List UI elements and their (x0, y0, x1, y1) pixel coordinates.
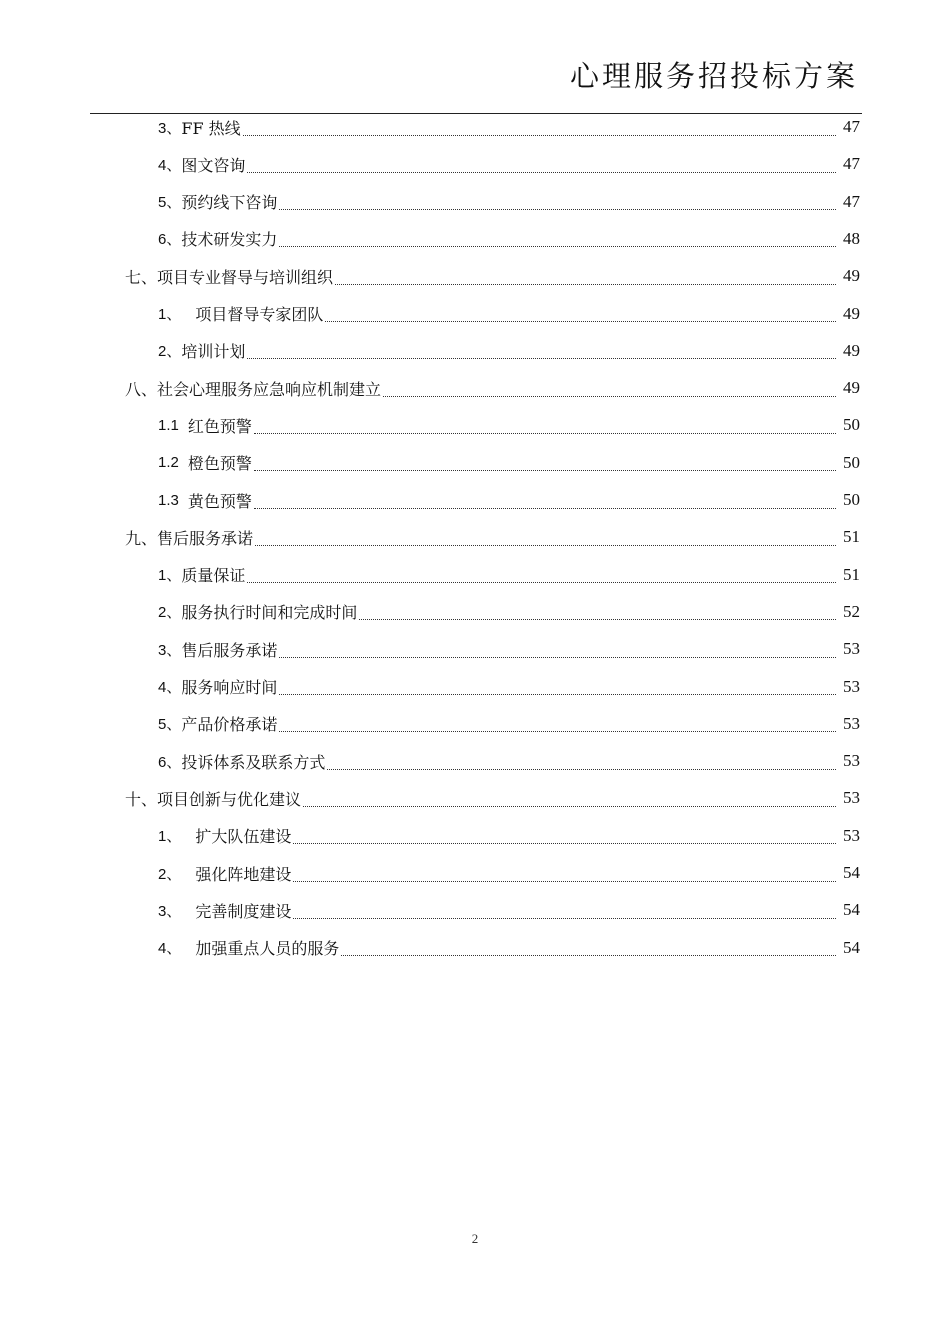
toc-entry-number: 4、 (158, 940, 182, 958)
toc-entry-page: 47 (843, 191, 860, 211)
toc-entry-heading (158, 750, 325, 773)
toc-entry[interactable] (0, 746, 950, 776)
toc-entry[interactable] (0, 448, 950, 478)
toc-leader-dots (293, 865, 836, 882)
toc-entry-heading (158, 227, 277, 250)
toc-entry-title: 投诉体系及联系方式 (181, 752, 326, 772)
toc-leader-dots (383, 380, 836, 397)
toc-entry[interactable] (0, 895, 950, 925)
toc-entry-page: 53 (843, 713, 860, 733)
toc-entry[interactable] (0, 373, 950, 403)
toc-entry-heading (158, 489, 252, 512)
toc-entry-heading (158, 862, 291, 885)
toc-entry-number: 十、 (125, 789, 158, 809)
toc-entry[interactable] (0, 410, 950, 440)
toc-entry-title: 强化阵地建设 (195, 864, 292, 884)
toc-entry-page: 53 (843, 751, 860, 771)
toc-entry-page: 54 (843, 863, 860, 882)
toc-entry-page: 53 (843, 676, 860, 696)
toc-entry-number: 5、 (158, 194, 182, 212)
toc-leader-dots (247, 566, 836, 583)
toc-entry-page: 53 (843, 639, 860, 659)
toc-leader-dots (254, 492, 836, 509)
toc-entry-heading (158, 936, 339, 959)
toc-entry-heading (158, 190, 277, 213)
toc-entry-title: 完善制度建设 (195, 901, 292, 921)
toc-entry-title: 预约线下咨询 (181, 193, 278, 213)
toc-entry-number: 九、 (125, 528, 158, 548)
toc-leader-dots (359, 603, 836, 620)
toc-entry-title: 服务响应时间 (181, 678, 278, 697)
toc-entry-number: 1.1 (158, 416, 179, 434)
toc-entry-heading (158, 600, 357, 623)
toc-entry-page: 49 (843, 303, 860, 323)
toc-entry-number: 八、 (125, 379, 158, 399)
toc-leader-dots (335, 268, 836, 285)
toc-entry-title: 售后服务承诺 (157, 528, 254, 548)
toc-entry[interactable] (0, 560, 950, 590)
toc-entry-heading (158, 153, 245, 176)
toc-entry-title: 红色预警 (187, 416, 252, 436)
toc-entry[interactable] (0, 709, 950, 739)
toc-entry-title: 质量保证 (181, 566, 246, 586)
toc-entry-title: FF 热线 (181, 118, 241, 138)
toc-entry-page: 47 (843, 154, 860, 174)
toc-entry[interactable] (0, 783, 950, 813)
toc-entry-page: 50 (843, 490, 860, 509)
toc-entry-heading (158, 563, 245, 586)
toc-entry-page: 53 (843, 825, 860, 845)
toc-entry-page: 49 (843, 378, 860, 398)
toc-entry-number: 6、 (158, 753, 182, 771)
toc-entry-heading (125, 787, 301, 810)
toc-entry-number: 4、 (158, 156, 182, 174)
toc-entry-number: 3、 (158, 902, 182, 920)
toc-entry-number: 2、 (158, 604, 182, 622)
toc-leader-dots (254, 454, 836, 471)
toc-entry[interactable] (0, 933, 950, 963)
toc-entry-page: 54 (843, 937, 860, 957)
toc-leader-dots (325, 305, 836, 322)
toc-entry-title: 社会心理服务应急响应机制建立 (157, 379, 382, 399)
toc-leader-dots (293, 902, 836, 919)
toc-entry[interactable] (0, 112, 950, 142)
toc-entry-page: 50 (843, 452, 860, 472)
toc-entry-number: 七、 (125, 267, 158, 287)
toc-entry-title: 加强重点人员的服务 (195, 939, 340, 959)
toc-entry-heading (158, 414, 252, 437)
toc-entry-heading (158, 302, 323, 325)
toc-entry[interactable] (0, 634, 950, 664)
toc-leader-dots (293, 827, 836, 844)
toc-entry-page: 51 (843, 527, 860, 547)
toc-entry-heading (125, 377, 381, 400)
toc-entry-heading (158, 638, 277, 661)
toc-entry-page: 50 (843, 415, 860, 435)
toc-entry-number: 5、 (158, 716, 182, 734)
toc-entry-title: 橙色预警 (187, 454, 252, 474)
toc-entry-title: 售后服务承诺 (181, 640, 278, 660)
toc-leader-dots (279, 715, 836, 732)
toc-entry-number: 2、 (158, 343, 182, 361)
toc-entry-page: 49 (843, 340, 860, 360)
toc-entry-page: 52 (843, 601, 860, 621)
toc-entry-heading (125, 526, 253, 549)
toc-entry-title: 黄色预警 (187, 491, 252, 511)
page-header-title: 心理服务招投标方案 (569, 59, 858, 93)
toc-entry[interactable] (0, 149, 950, 179)
toc-leader-dots (243, 119, 836, 136)
toc-entry[interactable] (0, 187, 950, 217)
toc-leader-dots (303, 790, 836, 807)
page-number: 2 (471, 1231, 479, 1246)
toc-leader-dots (279, 678, 836, 695)
toc-entry-heading (158, 339, 245, 362)
toc-entry[interactable] (0, 336, 950, 366)
toc-entry-number: 1、 (158, 306, 182, 323)
toc-leader-dots (279, 230, 836, 247)
toc-entry-page: 53 (843, 788, 860, 808)
toc-entry[interactable] (0, 522, 950, 552)
toc-entry-heading (158, 712, 277, 735)
toc-entry-number: 1、 (158, 567, 182, 585)
toc-entry-title: 项目创新与优化建议 (157, 789, 302, 809)
toc-entry-title: 培训计划 (181, 342, 246, 362)
toc-entry[interactable] (0, 858, 950, 888)
toc-leader-dots (279, 641, 836, 658)
toc-entry-heading (158, 675, 277, 698)
toc-entry[interactable] (0, 821, 950, 851)
toc-entry[interactable] (0, 261, 950, 291)
toc-entry-number: 6、 (158, 231, 182, 249)
toc-entry-page: 49 (843, 266, 860, 286)
toc-entry-title: 扩大队伍建设 (195, 827, 292, 847)
toc-entry-number: 1.3 (158, 491, 179, 509)
toc-entry-title: 产品价格承诺 (181, 715, 278, 735)
toc-entry-number: 3、 (158, 119, 182, 137)
toc-entry-title: 服务执行时间和完成时间 (181, 603, 358, 623)
toc-entry[interactable] (0, 597, 950, 627)
toc-leader-dots (327, 753, 836, 770)
toc-entry-title: 项目督导专家团队 (195, 305, 324, 324)
toc-entry-title: 项目专业督导与培训组织 (157, 267, 334, 287)
toc-entry-page: 48 (843, 228, 860, 248)
toc-leader-dots (255, 529, 836, 546)
toc-entry[interactable] (0, 485, 950, 515)
toc-entry-number: 3、 (158, 641, 182, 659)
toc-leader-dots (247, 156, 836, 173)
toc-entry-heading (158, 899, 291, 922)
toc-entry-heading (158, 824, 291, 847)
toc-entry-number: 1、 (158, 828, 182, 846)
toc-entry-heading (125, 265, 333, 288)
toc-entry[interactable] (0, 224, 950, 254)
toc-leader-dots (247, 342, 836, 359)
toc-entry-title: 技术研发实力 (181, 230, 278, 250)
toc-entry-page: 51 (843, 564, 860, 584)
toc-entry-heading (158, 116, 241, 139)
toc-entry[interactable] (0, 672, 950, 702)
toc-leader-dots (279, 193, 836, 210)
toc-entry-number: 2、 (158, 865, 182, 883)
toc-entry-page: 47 (843, 117, 860, 136)
toc-leader-dots (341, 939, 836, 956)
toc-entry-number: 1.2 (158, 454, 179, 472)
toc-entry-number: 4、 (158, 679, 182, 696)
toc-entry-title: 图文咨询 (181, 155, 246, 175)
toc-entry-page: 54 (843, 900, 860, 920)
toc-entry-heading (158, 451, 252, 474)
toc-entry[interactable] (0, 299, 950, 329)
toc-leader-dots (254, 417, 836, 434)
